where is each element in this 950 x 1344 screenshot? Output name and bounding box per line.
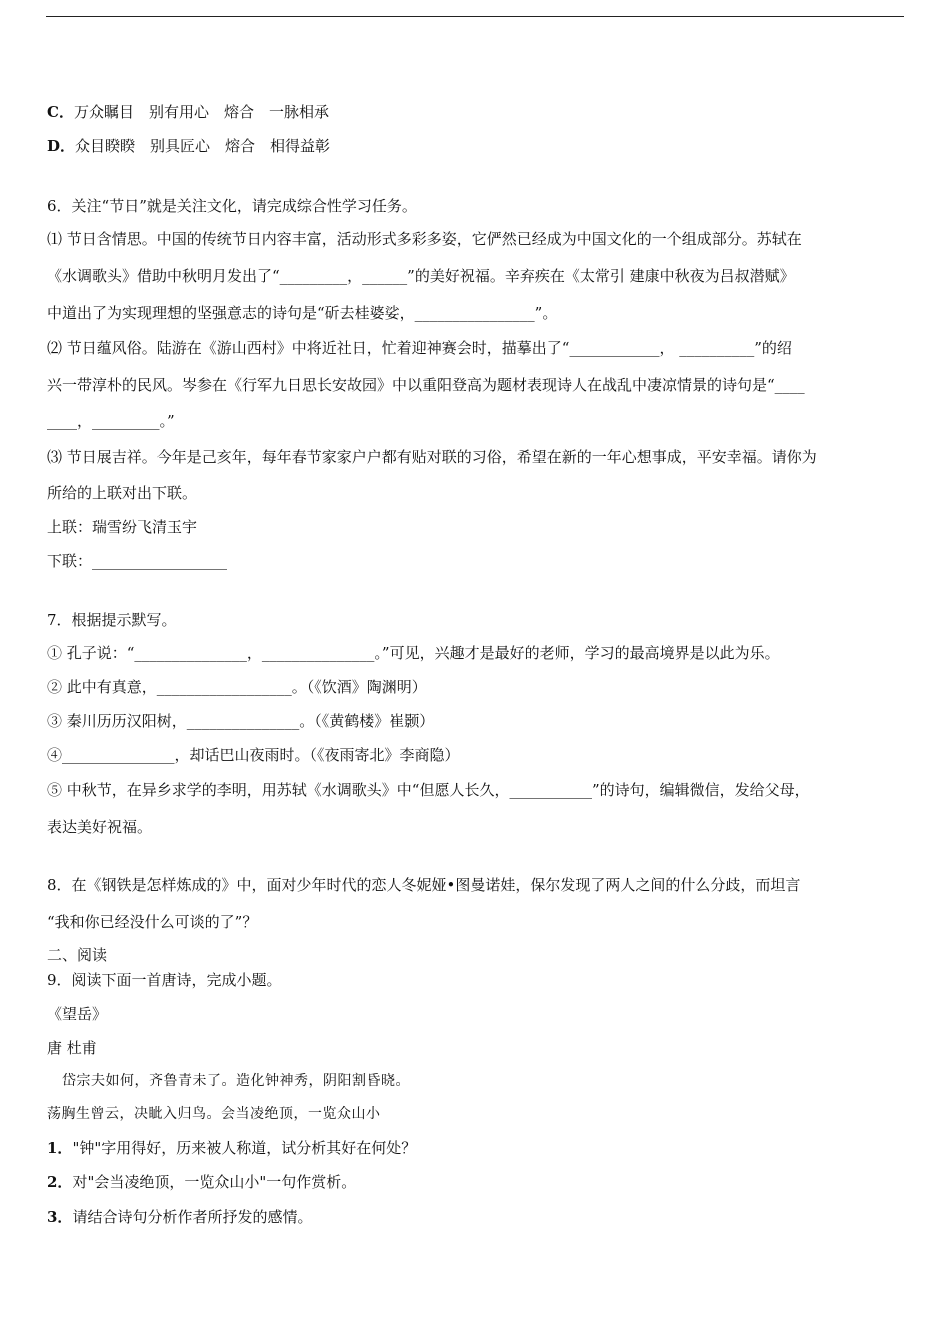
q6-title: 6．关注“节日”就是关注文化，请完成综合性学习任务。 (47, 197, 417, 215)
q7-item: ⑤ 中秋节，在异乡求学的李明，用苏轼《水调歌头》中“但愿人长久，___________”的诗句，编辑微信，发给父母， (47, 781, 810, 799)
q9-sub-number: 1． (47, 1139, 73, 1157)
section-heading: 二、阅读 (47, 946, 108, 964)
q6-line: ⑴ 节日含情思。中国的传统节日内容丰富，活动形式多彩多姿，它俨然已经成为中国文化的一个组成部分。苏轼在 (47, 230, 802, 248)
q9-sub-number: 3． (47, 1208, 73, 1226)
option-c-letter: C． (47, 103, 74, 121)
q9-sub-question (47, 1207, 312, 1227)
q6-lower-couplet: 下联：__________________ (47, 552, 228, 570)
q6-line: ⑵ 节日蕴风俗。陆游在《游山西村》中将近社日，忙着迎神赛会时，描摹出了“____________， __________”的绍 (47, 339, 792, 357)
q8-line: “我和你已经没什么可谈的了”？ (47, 913, 258, 931)
option-c (47, 102, 329, 122)
poem-line: 荡胸生曾云，决眦入归鸟。会当凌绝顶，一览众山小 (47, 1106, 381, 1122)
q6-line: 所给的上联对出下联。 (47, 484, 198, 502)
q9-sub-text: "钟"字用得好，历来被人称道，试分析其好在何处？ (72, 1139, 417, 1157)
q9-sub-number: 2． (47, 1173, 73, 1191)
q7-item: ④_______________，却话巴山夜雨时。（《夜雨寄北》李商隐） (47, 746, 460, 764)
q6-upper-couplet: 上联：瑞雪纷飞清玉宇 (47, 518, 198, 536)
q7-item: 表达美好祝福。 (47, 818, 153, 836)
q9-sub-text: 请结合诗句分析作者所抒发的感情。 (72, 1208, 313, 1226)
poem-author: 唐 杜甫 (47, 1039, 97, 1057)
option-d-text: 众目睽睽 别具匠心 熔合 相得益彰 (75, 137, 331, 155)
q7-item: ② 此中有真意，__________________。（《饮酒》陶渊明） (47, 678, 427, 696)
q8-line: 8．在《钢铁是怎样炼成的》中，面对少年时代的恋人冬妮娅•图曼诺娃，保尔发现了两人之间的什么分歧，而坦言 (47, 876, 801, 894)
q7-item: ① 孔子说：“_______________，_______________。”可见，兴趣才是最好的老师，学习的最高境界是以此为乐。 (47, 644, 780, 662)
poem-line: 岱宗夫如何，齐鲁青未了。造化钟神秀，阴阳割昏晓。 (62, 1073, 410, 1089)
option-c-text: 万众瞩目 别有用心 熔合 一脉相承 (73, 103, 329, 121)
q9-title: 9．阅读下面一首唐诗，完成小题。 (47, 971, 282, 989)
option-d-letter: D． (47, 137, 76, 155)
header-rule (46, 16, 904, 17)
q6-line: 《水调歌头》借助中秋明月发出了“_________，______”的美好祝福。辛弃疾在《太常引 建康中秋夜为吕叔潜赋》 (47, 267, 795, 285)
q9-sub-text: 对"会当凌绝顶，一览众山小"一句作赏析。 (72, 1173, 357, 1191)
q6-line: 兴一带淳朴的民风。岑参在《行军九日思长安故园》中以重阳登高为题材表现诗人在战乱中凄凉情景的诗句是“____ (47, 376, 805, 394)
poem-title: 《望岳》 (47, 1005, 108, 1023)
q6-line: ⑶ 节日展吉祥。今年是己亥年，每年春节家家户户都有贴对联的习俗，希望在新的一年心想事成，平安幸福。请你为 (47, 448, 817, 466)
q9-sub-question (47, 1138, 416, 1158)
q6-line: ____，_________。” (47, 412, 175, 430)
q7-title: 7．根据提示默写。 (47, 611, 177, 629)
q9-sub-question (47, 1172, 356, 1192)
q6-line: 中道出了为实现理想的坚强意志的诗句是“斫去桂婆娑，________________”。 (47, 304, 558, 322)
q7-item: ③ 秦川历历汉阳树，_______________。（《黄鹤楼》崔颢） (47, 712, 435, 730)
option-d (47, 136, 330, 156)
